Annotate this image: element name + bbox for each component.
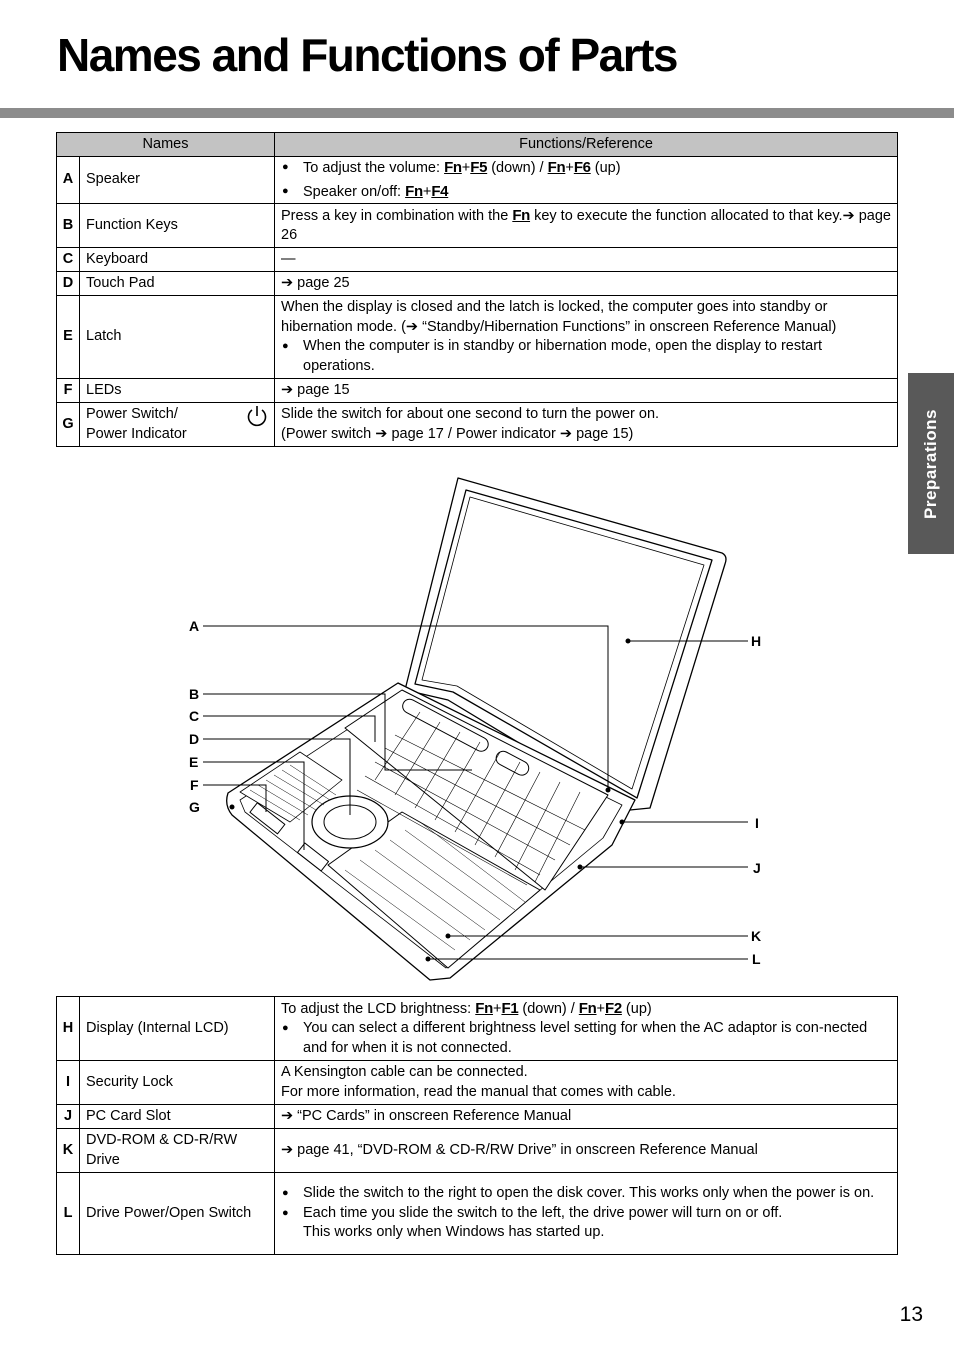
part-function: ➔ page 15 — [275, 379, 898, 403]
figure-label-c: C — [189, 708, 200, 724]
part-function: ➔ “PC Cards” in onscreen Reference Manual — [275, 1105, 898, 1129]
figure-label-e: E — [189, 754, 199, 770]
part-function: ● To adjust the volume: Fn+F5 (down) / Fn+F6 (up) ● Speaker on/off: Fn+F4 — [275, 157, 898, 204]
part-function: ➔ page 41, “DVD-ROM & CD-R/RW Drive” in onscreen Reference Manual — [275, 1129, 898, 1173]
figure-label-k: K — [751, 928, 762, 944]
page-title: Names and Functions of Parts — [57, 29, 678, 81]
part-name: Security Lock — [80, 1061, 275, 1105]
table-row — [57, 1105, 898, 1129]
part-function: ● Slide the switch to the right to open the disk cover. This works only when the power is on. ● Each time you slide the switch to the left, the drive power will turn on or off. This works only when Windows has started up. — [275, 1173, 898, 1255]
table-row — [57, 997, 898, 1061]
section-tab-label: Preparations — [921, 408, 940, 519]
figure-label-i: I — [755, 815, 759, 831]
part-name: LEDs — [80, 379, 275, 403]
figure-label-h: H — [751, 633, 762, 649]
table-row — [57, 1061, 898, 1105]
part-function: — — [275, 248, 898, 272]
row-letter: B — [57, 204, 80, 248]
row-letter: L — [57, 1173, 80, 1255]
functions-header: Functions/Reference — [275, 133, 898, 157]
parts-table-bottom — [56, 996, 898, 1255]
part-function: Press a key in combination with the Fn key to execute the function allocated to that key.➔ page 26 — [275, 204, 898, 248]
part-name: Keyboard — [80, 248, 275, 272]
row-letter: H — [57, 997, 80, 1061]
row-letter: A — [57, 157, 80, 204]
part-name: Touch Pad — [80, 272, 275, 296]
part-name: Function Keys — [80, 204, 275, 248]
part-function: A Kensington cable can be connected. For more information, read the manual that comes with cable. — [275, 1061, 898, 1105]
part-function: Slide the switch for about one second to turn the power on. (Power switch ➔ page 17 / Power indicator ➔ page 15) — [275, 403, 898, 447]
figure-label-d: D — [189, 731, 200, 747]
names-header: Names — [57, 133, 275, 157]
part-function: ➔ page 25 — [275, 272, 898, 296]
figure-label-l: L — [752, 951, 761, 967]
part-function: To adjust the LCD brightness: Fn+F1 (down) / Fn+F2 (up) ● You can select a different brightness level setting for when the AC adaptor is con-nected and for when it is not connected. — [275, 997, 898, 1061]
table-row — [57, 1173, 898, 1255]
figure-label-a: A — [189, 618, 200, 634]
part-name: Power Switch/ Power Indicator — [80, 403, 275, 447]
figure-label-j: J — [753, 860, 761, 876]
part-name: Display (Internal LCD) — [80, 997, 275, 1061]
table-row — [57, 1129, 898, 1173]
row-letter: F — [57, 379, 80, 403]
row-letter: K — [57, 1129, 80, 1173]
figure-label-g: G — [189, 799, 200, 815]
part-name: Latch — [80, 296, 275, 379]
figure-label-f: F — [190, 777, 199, 793]
figure-label-b: B — [189, 686, 200, 702]
row-letter: E — [57, 296, 80, 379]
part-name: Speaker — [80, 157, 275, 204]
part-function: When the display is closed and the latch is locked, the computer goes into standby or hibernation mode. (➔ “Standby/Hibernation Functions” in onscreen Reference Manual) ● When the computer is in standby or hibernation mode, open the display to restart operations. — [275, 296, 898, 379]
page-number: 13 — [899, 1303, 923, 1326]
row-letter: I — [57, 1061, 80, 1105]
row-letter: D — [57, 272, 80, 296]
row-letter: C — [57, 248, 80, 272]
row-letter: J — [57, 1105, 80, 1129]
part-name: Drive Power/Open Switch — [80, 1173, 275, 1255]
row-letter: G — [57, 403, 80, 447]
part-name: DVD-ROM & CD-R/RW Drive — [80, 1129, 275, 1173]
part-name: PC Card Slot — [80, 1105, 275, 1129]
